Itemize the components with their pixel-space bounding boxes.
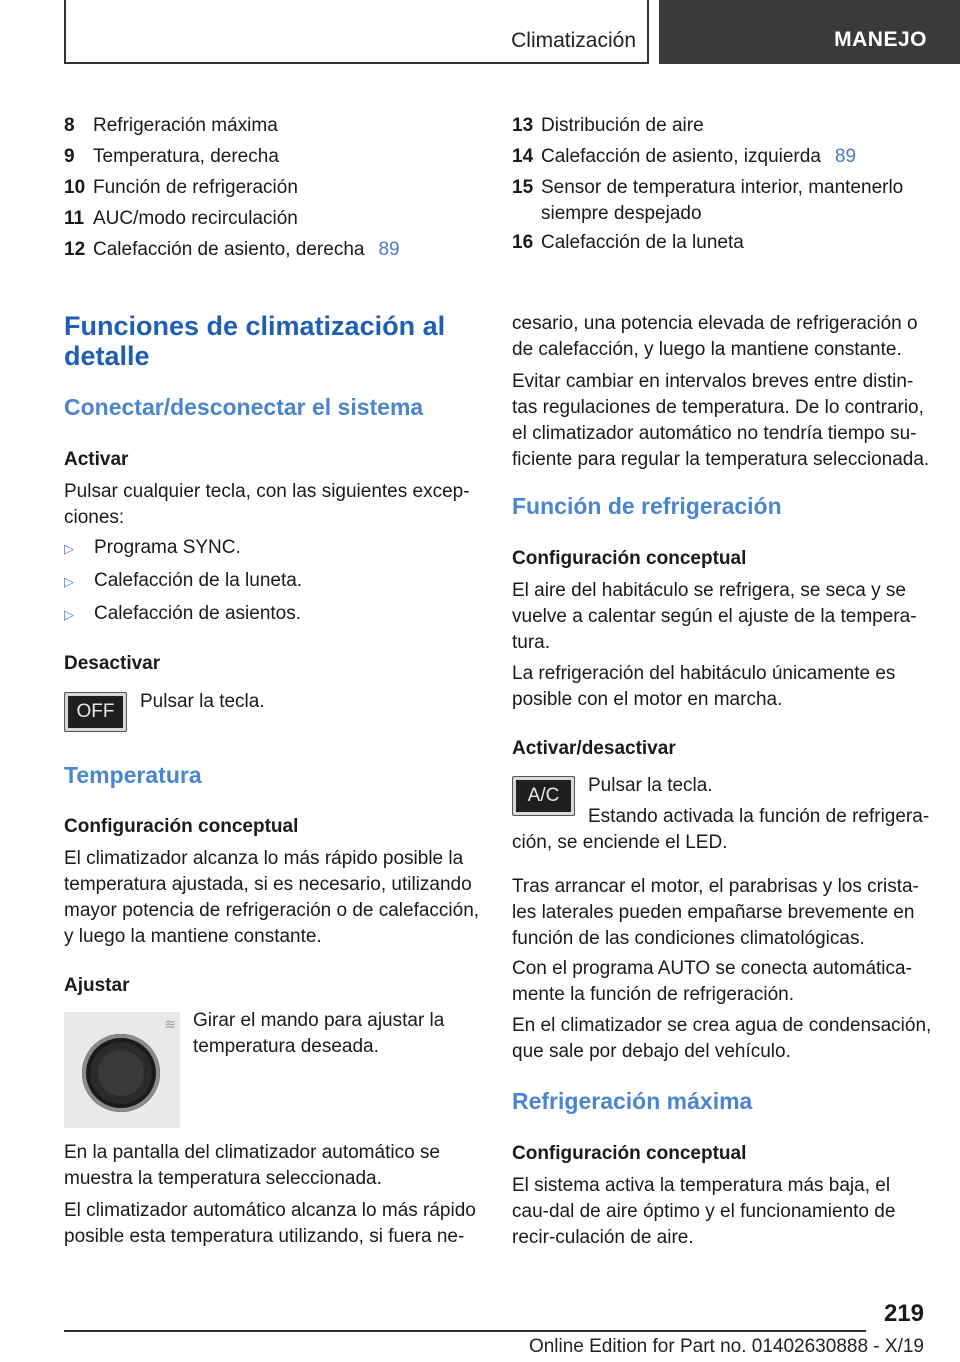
legend-text: Calefacción de asiento, izquierda: [541, 146, 821, 167]
off-key-label: OFF: [76, 701, 115, 722]
legend-text: Refrigeración máxima: [93, 115, 278, 136]
bullet-triangle-icon: ▷: [64, 607, 74, 622]
heading-ajustar: Ajustar: [64, 975, 130, 996]
bullet-triangle-icon: ▷: [64, 541, 74, 556]
page-reference-link[interactable]: 89: [834, 146, 857, 167]
off-text: Pulsar la tecla.: [140, 691, 265, 712]
bullet-item: [64, 570, 302, 592]
legend-number: 16: [512, 232, 534, 253]
subsection-heading-system: Conectar/desconectar el sistema: [64, 394, 424, 420]
heading-configuracion-3: Configuración conceptual: [512, 1143, 747, 1164]
legend-number: 12: [64, 239, 86, 260]
legend-item: [512, 141, 932, 172]
knob-ring: [82, 1034, 160, 1112]
legend-text: Distribución de aire: [541, 115, 704, 136]
legend-number: 13: [512, 115, 534, 136]
agua-text: En el climatizador se crea agua de condensación, que sale por debajo del vehículo.: [512, 1015, 932, 1062]
sistema-text: El sistema activa la temperatura más baja, el cau-dal de aire óptimo y el funcionamiento de recir-culación de aire.: [512, 1175, 896, 1248]
motor-text: La refrigeración del habitáculo únicamente es posible con el motor en marcha.: [512, 663, 896, 710]
bullet-text: Calefacción de la luneta.: [94, 570, 303, 591]
subsection-heading-refrigeracion: Función de refrigeración: [512, 493, 782, 519]
legend-number: 9: [64, 146, 75, 167]
alcanza-text: El climatizador automático alcanza lo más rápido posible esta temperatura utilizando, si fuera ne-: [64, 1200, 476, 1247]
heading-configuracion: Configuración conceptual: [64, 816, 299, 837]
legend-item: [64, 141, 478, 172]
bullet-item: [64, 537, 241, 559]
knob-center: [98, 1050, 144, 1096]
chapter-tab: [659, 0, 960, 64]
section-title: Climatización: [511, 29, 636, 52]
ajustar-text: Girar el mando para ajustar la temperatura deseada.: [193, 1010, 445, 1057]
legend-number: 8: [64, 115, 75, 136]
legend-number: 11: [64, 208, 85, 229]
heat-waves-icon: ≋: [164, 1016, 176, 1032]
temperature-knob-image: [64, 1012, 180, 1128]
pantalla-text: En la pantalla del climatizador automático se muestra la temperatura seleccionada.: [64, 1142, 440, 1189]
legend-list-left: [64, 110, 478, 265]
page-number: 219: [883, 1300, 924, 1327]
section-heading: Funciones de climatización al detalle: [64, 311, 446, 371]
legend-list-right: [512, 110, 932, 258]
bullet-item: [64, 603, 301, 625]
configuracion-text: El climatizador alcanza lo más rápido posible la temperatura ajustada, si es necesario, utilizando mayor potencia de refrigeración o de calefacción, y luego la mantiene constante.: [64, 848, 480, 947]
footer-divider: [64, 1330, 866, 1332]
chapter-label: MANEJO: [834, 28, 927, 51]
heading-configuracion-2: Configuración conceptual: [512, 548, 747, 569]
legend-text: Calefacción de asiento, derecha: [93, 239, 365, 260]
legend-number: 15: [512, 177, 534, 198]
legend-item: [64, 110, 478, 141]
legend-number: 14: [512, 146, 534, 167]
heading-activar-desactivar: Activar/desactivar: [512, 738, 676, 759]
subsection-heading-refrigeracion-maxima: Refrigeración máxima: [512, 1088, 753, 1114]
legend-item: [512, 172, 932, 227]
page-reference-link[interactable]: 89: [378, 239, 400, 260]
edition-footer: Online Edition for Part no. 01402630888 - X/19: [528, 1336, 924, 1357]
legend-text: Calefacción de la luneta: [541, 232, 744, 253]
heading-activar: Activar: [64, 449, 129, 470]
off-key-image: [64, 692, 127, 732]
tras-text: Tras arrancar el motor, el parabrisas y los crista-les laterales pueden empañarse brevemente en función de las condiciones climatológicas.: [512, 876, 919, 949]
legend-text: Función de refrigeración: [93, 177, 298, 198]
legend-text: Sensor de temperatura interior, mantenerlo siempre despejado: [541, 177, 904, 224]
legend-item: [64, 203, 478, 234]
aire-text: El aire del habitáculo se refrigera, se seca y se vuelve a calentar según el ajuste de la tempera-tura.: [512, 580, 917, 653]
legend-item: [512, 110, 932, 141]
bullet-text: Calefacción de asientos.: [94, 603, 302, 624]
bullet-triangle-icon: ▷: [64, 574, 74, 589]
bullet-text: Programa SYNC.: [94, 537, 241, 558]
heading-desactivar: Desactivar: [64, 653, 161, 674]
legend-text: Temperatura, derecha: [93, 146, 279, 167]
legend-item: [512, 227, 932, 258]
legend-text: AUC/modo recirculación: [93, 208, 298, 229]
legend-item: [64, 172, 478, 203]
activar-text: Pulsar cualquier tecla, con las siguientes excep-ciones:: [64, 481, 470, 528]
auto-text: Con el programa AUTO se conecta automática-mente la función de refrigeración.: [512, 958, 912, 1005]
led-text: Estando activada la función de refrigera-ción, se enciende el LED.: [512, 806, 930, 853]
pulsar-text: Pulsar la tecla.: [588, 775, 713, 796]
ac-key-label: A/C: [527, 785, 560, 806]
subsection-heading-temperatura: Temperatura: [64, 762, 202, 788]
continuation-text: cesario, una potencia elevada de refrigeración o de calefacción, y luego la mantiene constante.: [512, 313, 918, 360]
legend-number: 10: [64, 177, 86, 198]
evitar-text: Evitar cambiar en intervalos breves entre distin-tas regulaciones de temperatura. De lo contrario, el climatizador automático no tendría tiempo su-ficiente para regular la temperatura seleccionada.: [512, 371, 930, 470]
legend-item: [64, 234, 478, 265]
